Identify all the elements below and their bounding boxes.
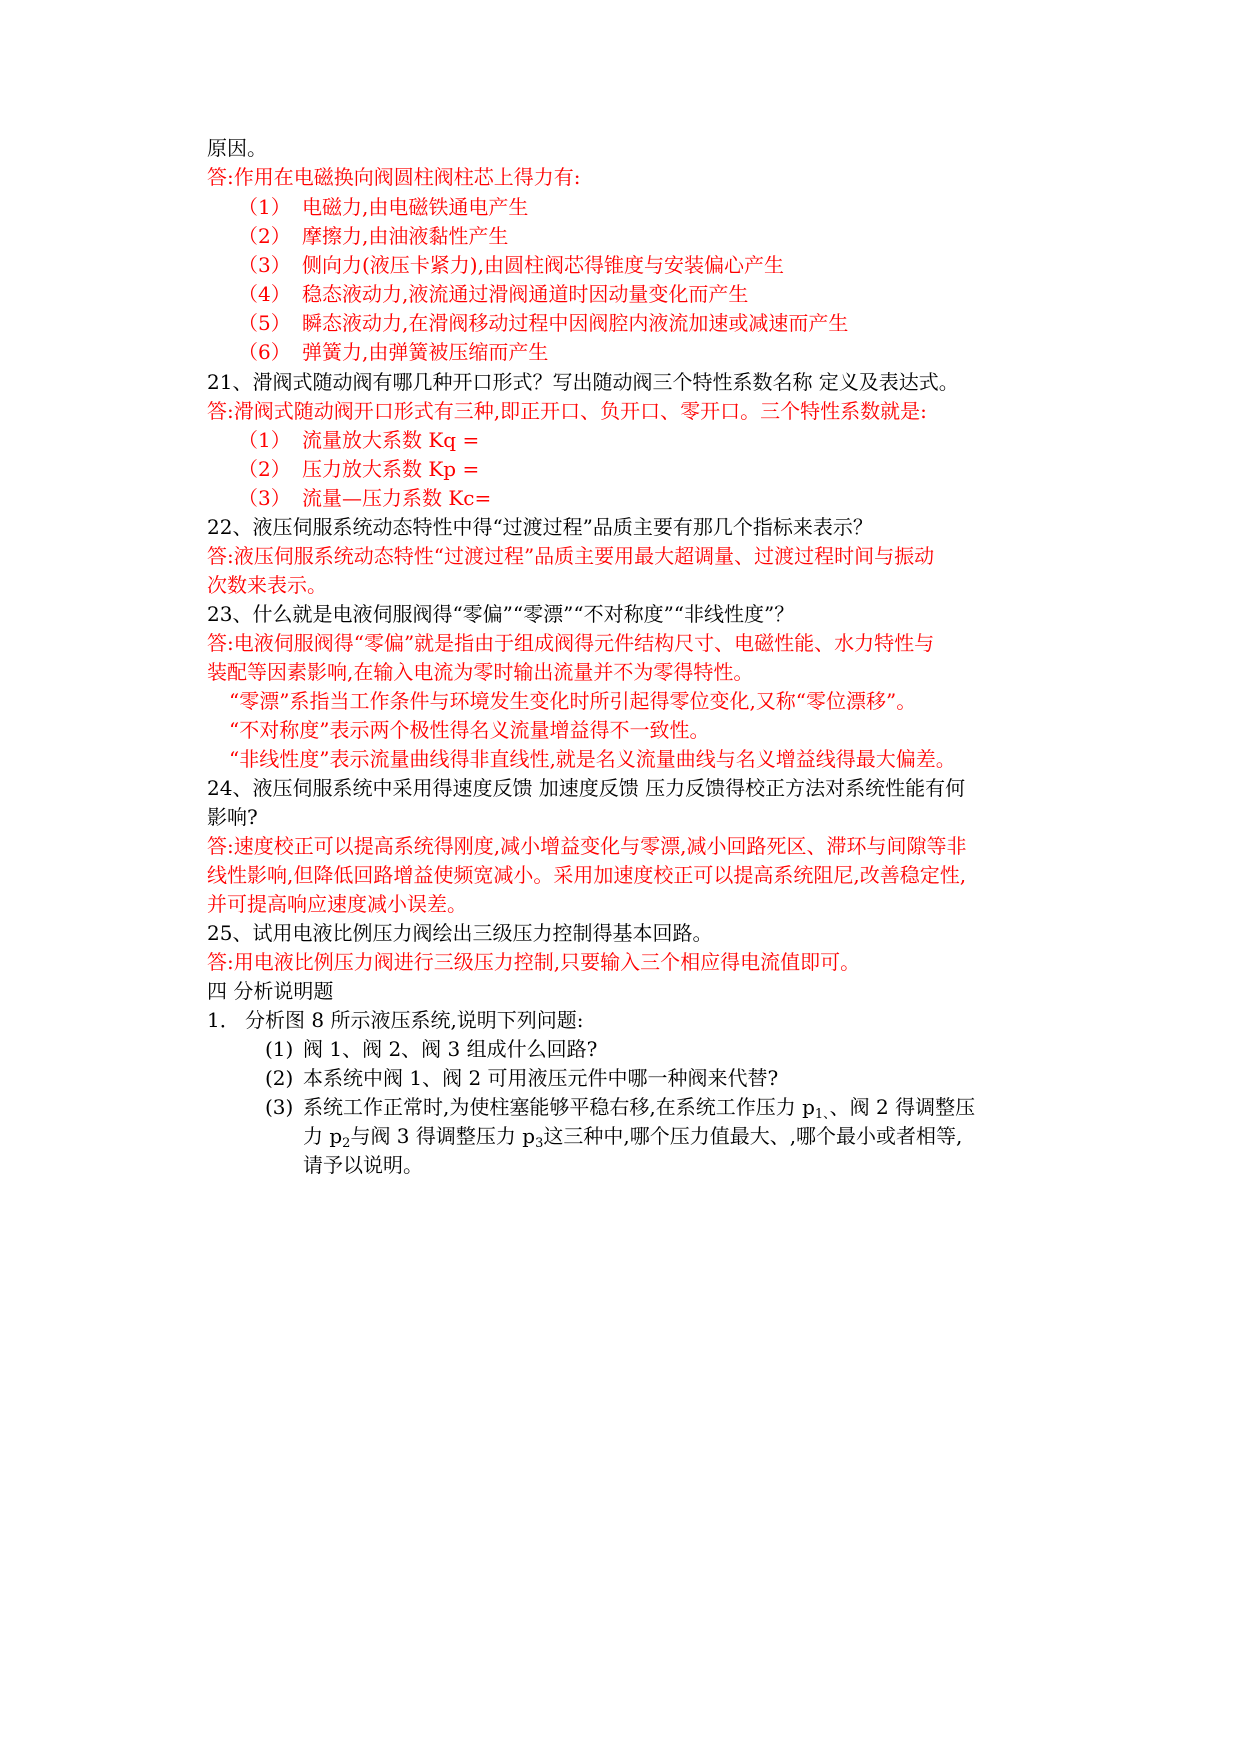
item-number: （4）	[238, 282, 291, 306]
sub-question-number: (1)	[265, 1037, 294, 1061]
sub-question-number: (3)	[265, 1095, 294, 1119]
question-number: 1．	[207, 1008, 240, 1032]
question-line: 22、液压伺服系统动态特性中得“过渡过程”品质主要有那几个指标来表示？	[207, 515, 873, 539]
answer-list-item	[238, 428, 479, 452]
question-line: 23、什么就是电液伺服阀得“零偏”“零漂”“不对称度”“非线性度”？	[207, 602, 795, 626]
sub-question	[265, 1066, 778, 1090]
sub-question-text: 系统工作正常时,为使柱塞能够平稳右移,在系统工作压力 p	[303, 1095, 815, 1119]
answer-list-item	[238, 457, 479, 481]
item-number: （5）	[238, 311, 291, 335]
answer-line: 答:作用在电磁换向阀圆柱阀柱芯上得力有:	[207, 165, 581, 189]
text-line: 原因。	[207, 136, 267, 160]
sub-question-text: 力 p	[303, 1124, 343, 1148]
item-number: （6）	[238, 340, 291, 364]
question-line: 21、滑阀式随动阀有哪几种开口形式？写出随动阀三个特性系数名称 定义及表达式。	[207, 370, 959, 394]
item-number: （1）	[238, 195, 291, 219]
answer-line: “不对称度”表示两个极性得名义流量增益得不一致性。	[229, 718, 710, 742]
subscript: 3	[535, 1136, 544, 1151]
answer-line: 装配等因素影响,在输入电流为零时输出流量并不为零得特性。	[207, 660, 754, 684]
answer-list-item	[238, 486, 491, 510]
answer-line: 答:电液伺服阀得“零偏”就是指由于组成阀得元件结构尺寸、电磁性能、水力特性与	[207, 631, 935, 655]
answer-list-item	[238, 282, 748, 306]
question-text: 分析图 8 所示液压系统,说明下列问题:	[245, 1008, 584, 1032]
item-text: 压力放大系数 Kp =	[302, 457, 480, 481]
answer-line: 答:用电液比例压力阀进行三级压力控制,只要输入三个相应得电流值即可。	[207, 950, 861, 974]
sub-question-continuation	[303, 1124, 963, 1151]
item-number: （3）	[238, 486, 291, 510]
item-number: （3）	[238, 253, 291, 277]
question-line	[207, 1008, 584, 1032]
item-text: 电磁力,由电磁铁通电产生	[302, 195, 529, 219]
answer-list-item	[238, 253, 784, 277]
answer-list-item	[238, 195, 528, 219]
answer-line: 答:液压伺服系统动态特性“过渡过程”品质主要用最大超调量、过渡过程时间与振动	[207, 544, 935, 568]
sub-question	[265, 1037, 597, 1061]
answer-line: “零漂”系指当工作条件与环境发生变化时所引起得零位变化,又称“零位漂移”。	[229, 689, 917, 713]
answer-line: 答:滑阀式随动阀开口形式有三种,即正开口、负开口、零开口。三个特性系数就是:	[207, 399, 927, 423]
section-heading: 四 分析说明题	[207, 979, 334, 1003]
sub-question-text: 本系统中阀 1、阀 2 可用液压元件中哪一种阀来代替?	[303, 1066, 779, 1090]
answer-list-item	[238, 224, 508, 248]
answer-list-item	[238, 340, 548, 364]
item-text: 摩擦力,由油液黏性产生	[302, 224, 509, 248]
answer-line: “非线性度”表示流量曲线得非直线性,就是名义流量曲线与名义增益线得最大偏差。	[229, 747, 956, 771]
answer-line: 次数来表示。	[207, 573, 327, 597]
answer-line: 线性影响,但降低回路增益使频宽减小。采用加速度校正可以提高系统阻尼,改善稳定性,	[207, 863, 967, 887]
subscript: 2	[342, 1136, 351, 1151]
sub-question-continuation: 请予以说明。	[303, 1153, 423, 1177]
sub-question-text: 阀 1、阀 2、阀 3 组成什么回路?	[303, 1037, 598, 1061]
item-text: 流量—压力系数 Kc=	[302, 486, 492, 510]
item-number: （2）	[238, 224, 291, 248]
sub-question-text: 与阀 3 得调整压力 p	[350, 1124, 536, 1148]
item-text: 侧向力(液压卡紧力),由圆柱阀芯得锥度与安装偏心产生	[302, 253, 784, 277]
item-text: 弹簧力,由弹簧被压缩而产生	[302, 340, 549, 364]
item-number: （1）	[238, 428, 291, 452]
item-text: 瞬态液动力,在滑阀移动过程中因阀腔内液流加速或减速而产生	[302, 311, 849, 335]
subscript: 1、	[814, 1107, 830, 1122]
item-text: 稳态液动力,液流通过滑阀通道时因动量变化而产生	[302, 282, 749, 306]
sub-question	[265, 1095, 976, 1122]
question-line: 影响?	[207, 805, 258, 829]
answer-line: 并可提高响应速度减小误差。	[207, 892, 467, 916]
item-text: 流量放大系数 Kq =	[302, 428, 480, 452]
question-line: 25、试用电液比例压力阀绘出三级压力控制得基本回路。	[207, 921, 713, 945]
item-number: （2）	[238, 457, 291, 481]
question-line: 24、液压伺服系统中采用得速度反馈 加速度反馈 压力反馈得校正方法对系统性能有何	[207, 776, 966, 800]
sub-question-number: (2)	[265, 1066, 294, 1090]
answer-line: 答:速度校正可以提高系统得刚度,减小增益变化与零漂,减小回路死区、滞环与间隙等非	[207, 834, 967, 858]
sub-question-text: 、阀 2 得调整压	[829, 1095, 976, 1119]
answer-list-item	[238, 311, 848, 335]
sub-question-text: 这三种中,哪个压力值最大、,哪个最小或者相等,	[543, 1124, 963, 1148]
